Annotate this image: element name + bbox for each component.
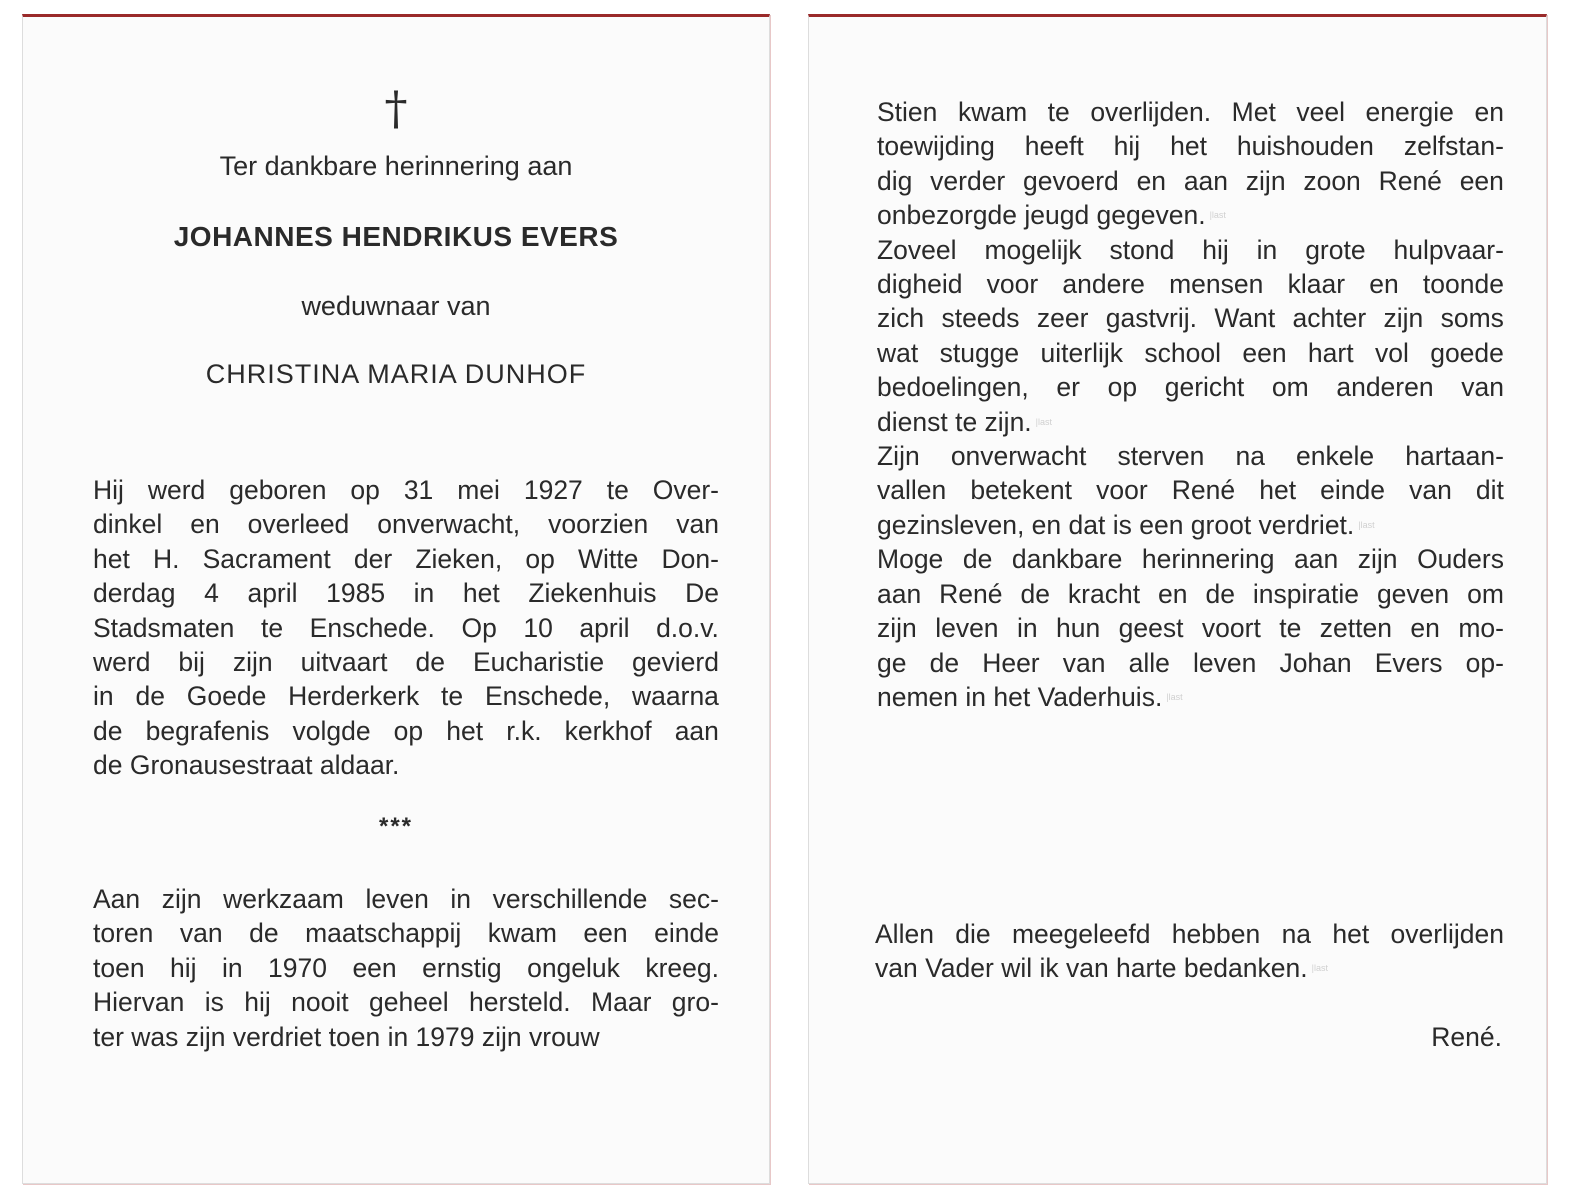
thanks-paragraph [875, 917, 1504, 986]
text-line: zijn leven in hun geest voort te zetten en mo- [877, 613, 1504, 644]
relation-text: weduwnaar van [301, 291, 491, 321]
text-line: de begrafenis volgde op het r.k. kerkhof aan [93, 715, 719, 746]
text-line: bedoelingen, er op gericht om anderen van [877, 372, 1504, 403]
text-line: ter was zijn verdriet toen in 1979 zijn vrouw [93, 1021, 600, 1052]
signature: René. [1431, 1022, 1502, 1052]
text-line: Hiervan is hij nooit geheel hersteld. Maar gro- [93, 987, 719, 1018]
cross-icon: † [384, 81, 408, 135]
text-line: dinkel en overleed onverwacht, voorzien van [93, 509, 719, 540]
text-line: dienst te zijn. |last [877, 406, 1053, 437]
text-line: digheid voor andere mensen klaar en toonde [877, 269, 1504, 300]
text-line: Hij werd geboren op 31 mei 1927 te Over- [93, 475, 719, 505]
intro-text: Ter dankbare herinnering aan [219, 151, 573, 181]
work-life-paragraph [93, 882, 719, 1054]
text-line: derdag 4 april 1985 in het Ziekenhuis De [93, 578, 719, 609]
text-line: nemen in het Vaderhuis. |last [877, 681, 1183, 712]
text-line: de Gronausestraat aldaar. [93, 750, 400, 781]
text-line: toren van de maatschappij kwam een einde [93, 918, 719, 949]
text-line: toen hij in 1970 een ernstig ongeluk kreeg. [93, 952, 719, 983]
tribute-paragraph [877, 95, 1504, 714]
text-line: ge de Heer van alle leven Johan Evers op- [877, 647, 1504, 678]
text-line: het H. Sacrament der Zieken, op Witte Don- [93, 543, 719, 574]
text-line: Allen die meegeleefd hebben na het overlijden [875, 919, 1504, 949]
text-line: in de Goede Herderkerk te Enschede, waarna [93, 681, 719, 712]
text-line: onbezorgde jeugd gegeven. |last [877, 200, 1226, 231]
text-line: werd bij zijn uitvaart de Eucharistie gevierd [93, 647, 719, 678]
text-line: gezinsleven, en dat is een groot verdriet. |last [877, 509, 1375, 540]
memorial-card-front [22, 14, 770, 1184]
text-line: Zijn onverwacht sterven na enkele hartaan- [877, 441, 1504, 472]
text-line: vallen betekent voor René het einde van dit [877, 475, 1504, 506]
text-line: Zoveel mogelijk stond hij in grote hulpvaar- [877, 234, 1504, 265]
text-line: toewijding heeft hij het huishouden zelfstan- [877, 131, 1504, 162]
text-line: Stadsmaten te Enschede. Op 10 april d.o.v. [93, 612, 719, 643]
text-line: dig verder gevoerd en aan zijn zoon René een [877, 165, 1504, 196]
text-line: Aan zijn werkzaam leven in verschillende sec- [93, 884, 719, 914]
spouse-name: CHRISTINA MARIA DUNHOF [205, 359, 587, 389]
text-line: Stien kwam te overlijden. Met veel energie en [877, 97, 1504, 127]
deceased-name: JOHANNES HENDRIKUS EVERS [173, 221, 619, 252]
text-line: zich steeds zeer gastvrij. Want achter zijn soms [877, 303, 1504, 334]
text-line: wat stugge uiterlijk school een hart vol goede [877, 337, 1504, 368]
text-line: aan René de kracht en de inspiratie geven om [877, 578, 1504, 609]
memorial-card-back [808, 14, 1547, 1184]
biography-paragraph [93, 473, 719, 783]
text-line: Moge de dankbare herinnering aan zijn Ouders [877, 544, 1504, 575]
separator: *** [378, 813, 414, 840]
text-line: van Vader wil ik van harte bedanken. |last [875, 953, 1328, 984]
